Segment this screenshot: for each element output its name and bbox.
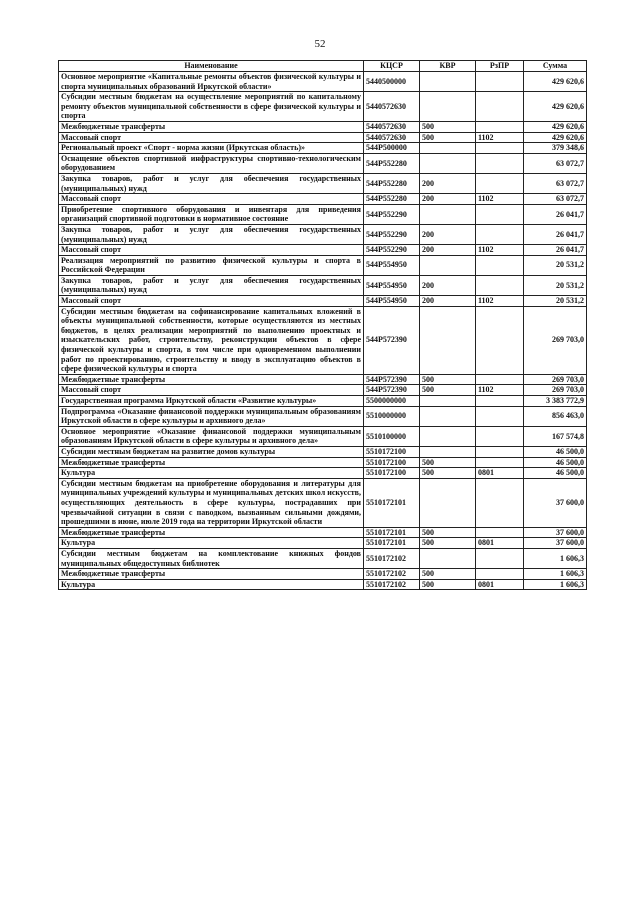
table-row <box>59 224 587 244</box>
cell-sum: 63 072,7 <box>524 153 587 173</box>
cell-code: 544P552280 <box>364 173 420 193</box>
header-kcsr: КЦСР <box>364 61 420 72</box>
cell-rzpr <box>476 255 524 275</box>
cell-rzpr: 0801 <box>476 538 524 549</box>
cell-kvr: 500 <box>420 121 476 132</box>
cell-sum: 37 600,0 <box>524 538 587 549</box>
cell-name: Массовый спорт <box>59 194 364 205</box>
cell-rzpr <box>476 92 524 122</box>
cell-sum: 46 500,0 <box>524 457 587 468</box>
cell-code: 544P552290 <box>364 245 420 256</box>
page-number: 52 <box>314 38 326 50</box>
table-body <box>59 72 587 590</box>
cell-name: Межбюджетные трансферты <box>59 121 364 132</box>
cell-rzpr <box>476 396 524 407</box>
table-row <box>59 153 587 173</box>
table-row <box>59 72 587 92</box>
cell-sum: 429 620,6 <box>524 132 587 143</box>
cell-kvr: 200 <box>420 194 476 205</box>
cell-rzpr <box>476 143 524 154</box>
cell-kvr: 500 <box>420 527 476 538</box>
cell-kvr <box>420 548 476 568</box>
cell-rzpr <box>476 374 524 385</box>
cell-code: 544P554950 <box>364 275 420 295</box>
cell-sum: 20 531,2 <box>524 275 587 295</box>
cell-sum: 63 072,7 <box>524 194 587 205</box>
cell-code: 544P552290 <box>364 204 420 224</box>
cell-name: Основное мероприятие «Оказание финансовой поддержки муниципальным образованиям Иркутской области в сфере культуры и архивного дела» <box>59 426 364 446</box>
cell-sum: 3 383 772,9 <box>524 396 587 407</box>
cell-rzpr: 1102 <box>476 194 524 205</box>
cell-kvr <box>420 396 476 407</box>
cell-kvr <box>420 72 476 92</box>
cell-sum: 63 072,7 <box>524 173 587 193</box>
cell-name: Закупка товаров, работ и услуг для обеспечения государственных (муниципальных) нужд <box>59 275 364 295</box>
cell-name: Межбюджетные трансферты <box>59 569 364 580</box>
cell-sum: 1 606,3 <box>524 569 587 580</box>
cell-rzpr: 1102 <box>476 132 524 143</box>
cell-name: Оснащение объектов спортивной инфраструктуры спортивно-технологическим оборудованием <box>59 153 364 173</box>
cell-sum: 1 606,3 <box>524 548 587 568</box>
cell-name: Подпрограмма «Оказание финансовой поддержки муниципальным образованиям Иркутской области в сфере культуры и архивного дела» <box>59 406 364 426</box>
cell-name: Массовый спорт <box>59 385 364 396</box>
cell-code: 5510172101 <box>364 527 420 538</box>
header-sum: Сумма <box>524 61 587 72</box>
cell-code: 5440572630 <box>364 132 420 143</box>
cell-sum: 26 041,7 <box>524 224 587 244</box>
cell-name: Реализация мероприятий по развитию физической культуры и спорта в Российской Федерации <box>59 255 364 275</box>
cell-code: 5500000000 <box>364 396 420 407</box>
cell-name: Закупка товаров, работ и услуг для обеспечения государственных (муниципальных) нужд <box>59 224 364 244</box>
cell-code: 544P572390 <box>364 385 420 396</box>
cell-sum: 379 348,6 <box>524 143 587 154</box>
cell-name: Приобретение спортивного оборудования и инвентаря для приведения организаций спортивной подготовки в нормативное состояние <box>59 204 364 224</box>
cell-rzpr: 0801 <box>476 579 524 590</box>
cell-name: Массовый спорт <box>59 132 364 143</box>
cell-kvr <box>420 478 476 527</box>
cell-kvr: 200 <box>420 245 476 256</box>
cell-sum: 37 600,0 <box>524 478 587 527</box>
cell-name: Межбюджетные трансферты <box>59 527 364 538</box>
header-rzpr: РзПР <box>476 61 524 72</box>
cell-name: Культура <box>59 468 364 479</box>
cell-kvr <box>420 306 476 374</box>
cell-kvr: 500 <box>420 468 476 479</box>
cell-kvr: 500 <box>420 374 476 385</box>
table-row <box>59 457 587 468</box>
cell-code: 544P572390 <box>364 306 420 374</box>
table-row <box>59 245 587 256</box>
cell-kvr <box>420 143 476 154</box>
cell-sum: 429 620,6 <box>524 92 587 122</box>
cell-code: 544P552280 <box>364 153 420 173</box>
header-name: Наименование <box>59 61 364 72</box>
table-row <box>59 527 587 538</box>
table-row <box>59 132 587 143</box>
cell-kvr: 500 <box>420 457 476 468</box>
cell-kvr: 200 <box>420 173 476 193</box>
cell-rzpr: 1102 <box>476 385 524 396</box>
cell-rzpr <box>476 153 524 173</box>
cell-code: 5440500000 <box>364 72 420 92</box>
cell-kvr <box>420 204 476 224</box>
cell-sum: 429 620,6 <box>524 72 587 92</box>
header-kvr: КВР <box>420 61 476 72</box>
table-row <box>59 478 587 527</box>
cell-kvr <box>420 426 476 446</box>
cell-code: 544P552290 <box>364 224 420 244</box>
table-row <box>59 426 587 446</box>
cell-kvr: 200 <box>420 275 476 295</box>
table-row <box>59 143 587 154</box>
cell-kvr <box>420 255 476 275</box>
table-row <box>59 406 587 426</box>
cell-sum: 46 500,0 <box>524 468 587 479</box>
cell-name: Государственная программа Иркутской области «Развитие культуры» <box>59 396 364 407</box>
table-row <box>59 374 587 385</box>
table-row <box>59 194 587 205</box>
cell-sum: 429 620,6 <box>524 121 587 132</box>
cell-name: Субсидии местным бюджетам на приобретение оборудования и литературы для муниципальных учреждений культуры и муниципальных детских школ искусств, осуществляющих деятельность в сфере культуры, пострадавших при чрезвычайной ситуации в связи с паводком, вызванным сильными дождями, прошедшими в июне, июле 2019 года на территории Иркутской области <box>59 478 364 527</box>
cell-name: Региональный проект «Спорт - норма жизни (Иркутская область)» <box>59 143 364 154</box>
cell-sum: 856 463,0 <box>524 406 587 426</box>
cell-name: Межбюджетные трансферты <box>59 457 364 468</box>
cell-code: 5510172101 <box>364 478 420 527</box>
cell-kvr: 500 <box>420 538 476 549</box>
cell-code: 5440572630 <box>364 92 420 122</box>
cell-rzpr <box>476 426 524 446</box>
cell-rzpr <box>476 548 524 568</box>
cell-code: 544P554950 <box>364 255 420 275</box>
cell-rzpr <box>476 173 524 193</box>
cell-sum: 46 500,0 <box>524 446 587 457</box>
cell-name: Закупка товаров, работ и услуг для обеспечения государственных (муниципальных) нужд <box>59 173 364 193</box>
cell-name: Субсидии местным бюджетам на развитие домов культуры <box>59 446 364 457</box>
cell-rzpr <box>476 527 524 538</box>
cell-rzpr <box>476 204 524 224</box>
cell-name: Межбюджетные трансферты <box>59 374 364 385</box>
cell-kvr <box>420 446 476 457</box>
cell-code: 5510172102 <box>364 548 420 568</box>
cell-rzpr <box>476 457 524 468</box>
cell-kvr <box>420 92 476 122</box>
table-row <box>59 385 587 396</box>
header-row <box>59 61 587 72</box>
cell-code: 5510172101 <box>364 538 420 549</box>
cell-sum: 26 041,7 <box>524 245 587 256</box>
cell-code: 544P554950 <box>364 296 420 307</box>
cell-name: Культура <box>59 538 364 549</box>
cell-rzpr <box>476 275 524 295</box>
table-row <box>59 538 587 549</box>
cell-rzpr <box>476 121 524 132</box>
cell-code: 544P500000 <box>364 143 420 154</box>
cell-name: Субсидии местным бюджетам на софинансирование капитальных вложений в объекты муниципальной собственности, которые осуществляются из местных бюджетов, в целях реализации мероприятий по выполнению проектных и изыскательских работ, строительству, реконструкции объектов в сфере физической культуры и спорта, в том числе при одновременном выполнении работ по проектированию, строительству и вводу в эксплуатацию объектов в сфере физической культуры и спорта <box>59 306 364 374</box>
cell-kvr: 500 <box>420 132 476 143</box>
cell-name: Массовый спорт <box>59 245 364 256</box>
cell-rzpr <box>476 478 524 527</box>
table-row <box>59 296 587 307</box>
cell-rzpr <box>476 569 524 580</box>
cell-name: Массовый спорт <box>59 296 364 307</box>
cell-code: 5510172100 <box>364 468 420 479</box>
cell-sum: 269 703,0 <box>524 385 587 396</box>
cell-kvr <box>420 406 476 426</box>
table-row <box>59 255 587 275</box>
table-row <box>59 92 587 122</box>
table-header <box>59 61 587 72</box>
cell-rzpr <box>476 224 524 244</box>
cell-code: 5440572630 <box>364 121 420 132</box>
cell-rzpr <box>476 406 524 426</box>
table-row <box>59 121 587 132</box>
cell-rzpr <box>476 446 524 457</box>
cell-name: Культура <box>59 579 364 590</box>
table-row <box>59 396 587 407</box>
cell-kvr: 500 <box>420 569 476 580</box>
budget-table <box>58 60 587 590</box>
table-row <box>59 173 587 193</box>
cell-name: Субсидии местным бюджетам на комплектование книжных фондов муниципальных общедоступных библиотек <box>59 548 364 568</box>
cell-code: 5510000000 <box>364 406 420 426</box>
cell-rzpr: 1102 <box>476 245 524 256</box>
table-row <box>59 548 587 568</box>
cell-code: 5510172102 <box>364 569 420 580</box>
cell-rzpr <box>476 72 524 92</box>
table-row <box>59 468 587 479</box>
cell-sum: 20 531,2 <box>524 255 587 275</box>
cell-rzpr: 0801 <box>476 468 524 479</box>
cell-code: 5510172102 <box>364 579 420 590</box>
cell-rzpr <box>476 306 524 374</box>
cell-sum: 269 703,0 <box>524 306 587 374</box>
cell-sum: 167 574,8 <box>524 426 587 446</box>
cell-name: Основное мероприятие «Капитальные ремонты объектов физической культуры и спорта муниципальных образований Иркутской области» <box>59 72 364 92</box>
cell-kvr: 500 <box>420 579 476 590</box>
cell-sum: 26 041,7 <box>524 204 587 224</box>
cell-kvr: 200 <box>420 296 476 307</box>
cell-code: 544P552280 <box>364 194 420 205</box>
table-row <box>59 306 587 374</box>
cell-kvr: 500 <box>420 385 476 396</box>
cell-sum: 37 600,0 <box>524 527 587 538</box>
cell-name: Субсидии местным бюджетам на осуществление мероприятий по капитальному ремонту объектов муниципальной собственности в сфере физической культуры и спорта <box>59 92 364 122</box>
table-row <box>59 446 587 457</box>
cell-code: 5510172100 <box>364 446 420 457</box>
table-row <box>59 204 587 224</box>
cell-rzpr: 1102 <box>476 296 524 307</box>
cell-sum: 1 606,3 <box>524 579 587 590</box>
cell-code: 5510172100 <box>364 457 420 468</box>
cell-sum: 20 531,2 <box>524 296 587 307</box>
cell-kvr: 200 <box>420 224 476 244</box>
cell-code: 544P572390 <box>364 374 420 385</box>
table-row <box>59 579 587 590</box>
table-row <box>59 569 587 580</box>
cell-sum: 269 703,0 <box>524 374 587 385</box>
table-row <box>59 275 587 295</box>
cell-kvr <box>420 153 476 173</box>
cell-code: 5510100000 <box>364 426 420 446</box>
